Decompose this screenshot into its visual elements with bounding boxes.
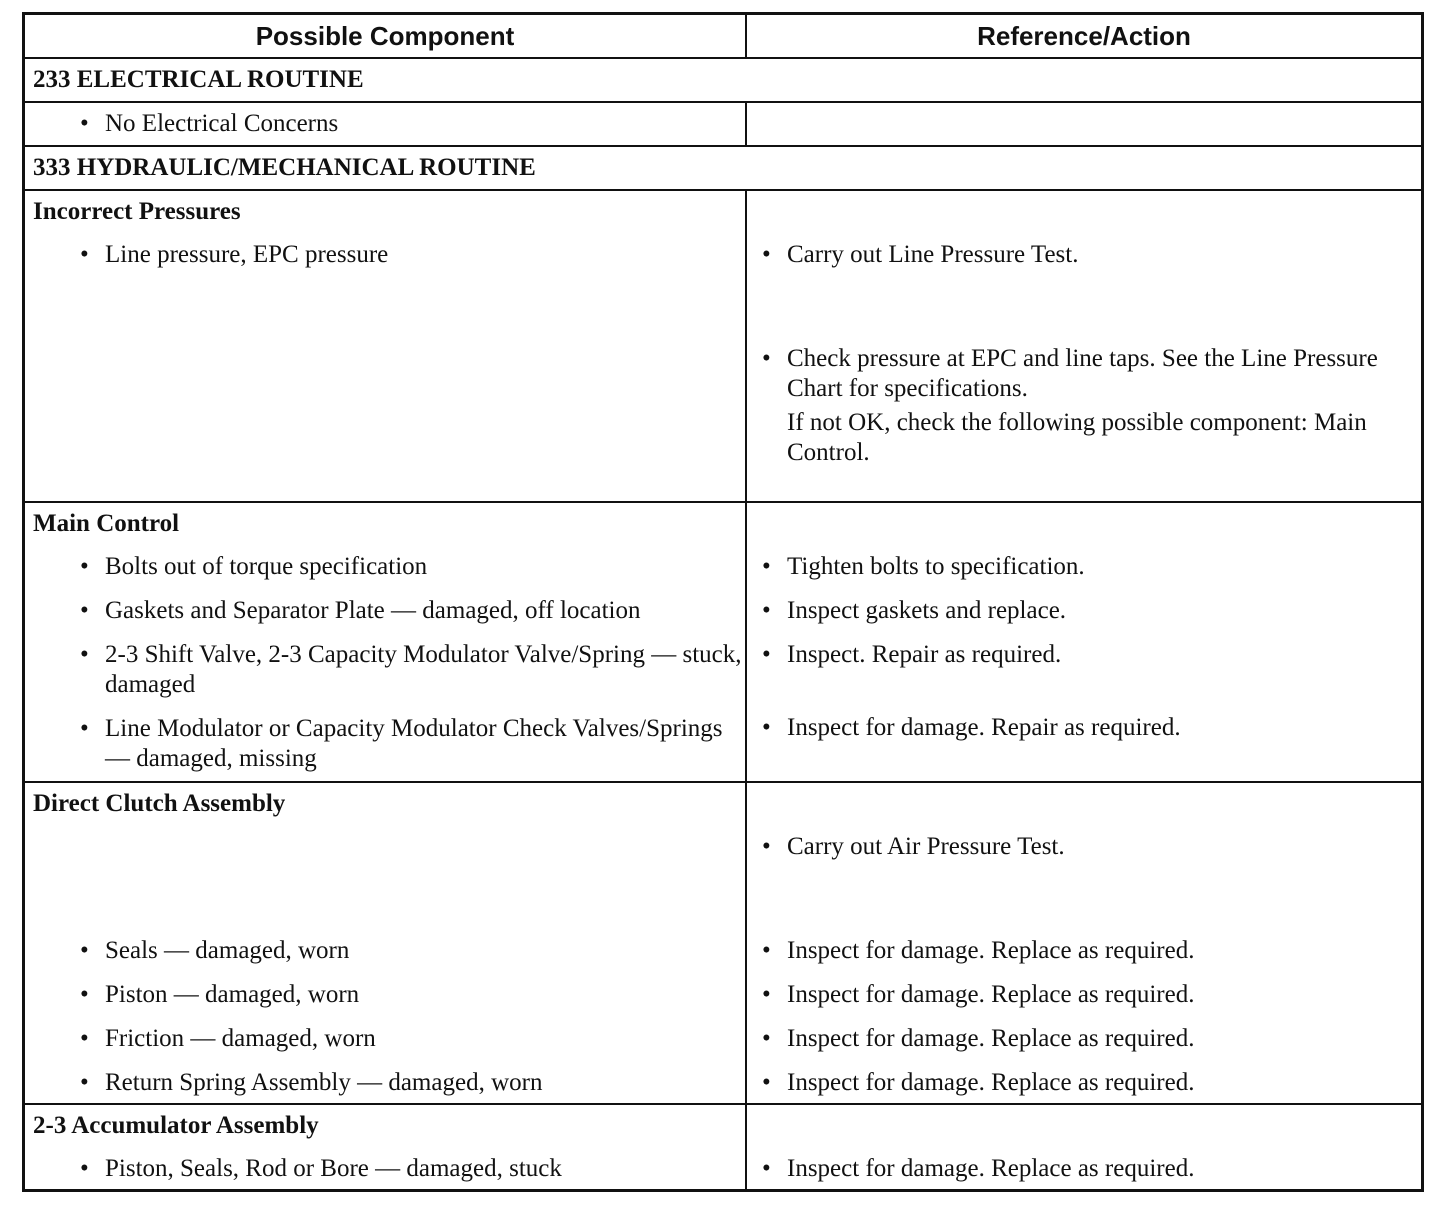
accumulator-item: • Piston, Seals, Rod or Bore — damaged, stuck bbox=[25, 1154, 745, 1184]
incorrect-pressures-row bbox=[25, 189, 1421, 501]
direct-clutch-row bbox=[25, 781, 1421, 1103]
electrical-routine-row bbox=[25, 57, 1421, 101]
direct-clutch-action: • Inspect for damage. Replace as required. bbox=[747, 1068, 1421, 1098]
main-control-action: • Inspect. Repair as required. bbox=[747, 640, 1421, 670]
direct-clutch-item: • Seals — damaged, worn bbox=[25, 936, 745, 966]
incorrect-pressures-item: • Line pressure, EPC pressure bbox=[25, 240, 745, 270]
accumulator-row bbox=[25, 1103, 1421, 1189]
main-control-title: Main Control bbox=[33, 510, 180, 537]
table-header bbox=[25, 15, 1421, 57]
main-control-item: • Bolts out of torque specification bbox=[25, 552, 745, 582]
header-reference-action: Reference/Action bbox=[977, 21, 1191, 51]
electrical-routine-title: 233 ELECTRICAL ROUTINE bbox=[33, 66, 364, 93]
accumulator-title: 2-3 Accumulator Assembly bbox=[33, 1112, 319, 1139]
header-possible-component: Possible Component bbox=[25, 15, 747, 57]
direct-clutch-action: • Inspect for damage. Replace as required. bbox=[747, 936, 1421, 966]
direct-clutch-action: • Inspect for damage. Replace as required. bbox=[747, 980, 1421, 1010]
electrical-item-row bbox=[25, 101, 1421, 145]
main-control-item: • Line Modulator or Capacity Modulator Check Valves/Springs — damaged, missing bbox=[25, 714, 745, 774]
main-control-item: • Gaskets and Separator Plate — damaged, off location bbox=[25, 596, 745, 626]
hydraulic-routine-row bbox=[25, 145, 1421, 189]
air-pressure-test-action: • Carry out Air Pressure Test. bbox=[747, 832, 1421, 862]
accumulator-action: • Inspect for damage. Replace as required. bbox=[747, 1154, 1421, 1184]
direct-clutch-item: • Piston — damaged, worn bbox=[25, 980, 745, 1010]
hydraulic-routine-title: 333 HYDRAULIC/MECHANICAL ROUTINE bbox=[33, 154, 536, 181]
check-pressure-action: • Check pressure at EPC and line taps. See the Line Pressure Chart for specifications. bbox=[747, 344, 1421, 404]
electrical-item: • No Electrical Concerns bbox=[25, 109, 745, 139]
direct-clutch-action: • Inspect for damage. Replace as required. bbox=[747, 1024, 1421, 1054]
direct-clutch-item: • Friction — damaged, worn bbox=[25, 1024, 745, 1054]
incorrect-pressures-title: Incorrect Pressures bbox=[33, 198, 241, 225]
main-control-action: • Inspect for damage. Repair as required. bbox=[747, 713, 1421, 743]
main-control-action: • Inspect gaskets and replace. bbox=[747, 596, 1421, 626]
check-pressure-note: If not OK, check the following possible component: Main Control. bbox=[787, 409, 1367, 466]
main-control-item: • 2-3 Shift Valve, 2-3 Capacity Modulator Valve/Spring — stuck, damaged bbox=[25, 640, 745, 700]
diagnostic-table bbox=[22, 12, 1424, 1192]
main-control-action: • Tighten bolts to specification. bbox=[747, 552, 1421, 582]
direct-clutch-item: • Return Spring Assembly — damaged, worn bbox=[25, 1068, 745, 1098]
line-pressure-test-action: • Carry out Line Pressure Test. bbox=[747, 240, 1421, 270]
direct-clutch-title: Direct Clutch Assembly bbox=[33, 790, 286, 817]
main-control-row bbox=[25, 501, 1421, 781]
electrical-action-empty bbox=[747, 103, 1421, 145]
